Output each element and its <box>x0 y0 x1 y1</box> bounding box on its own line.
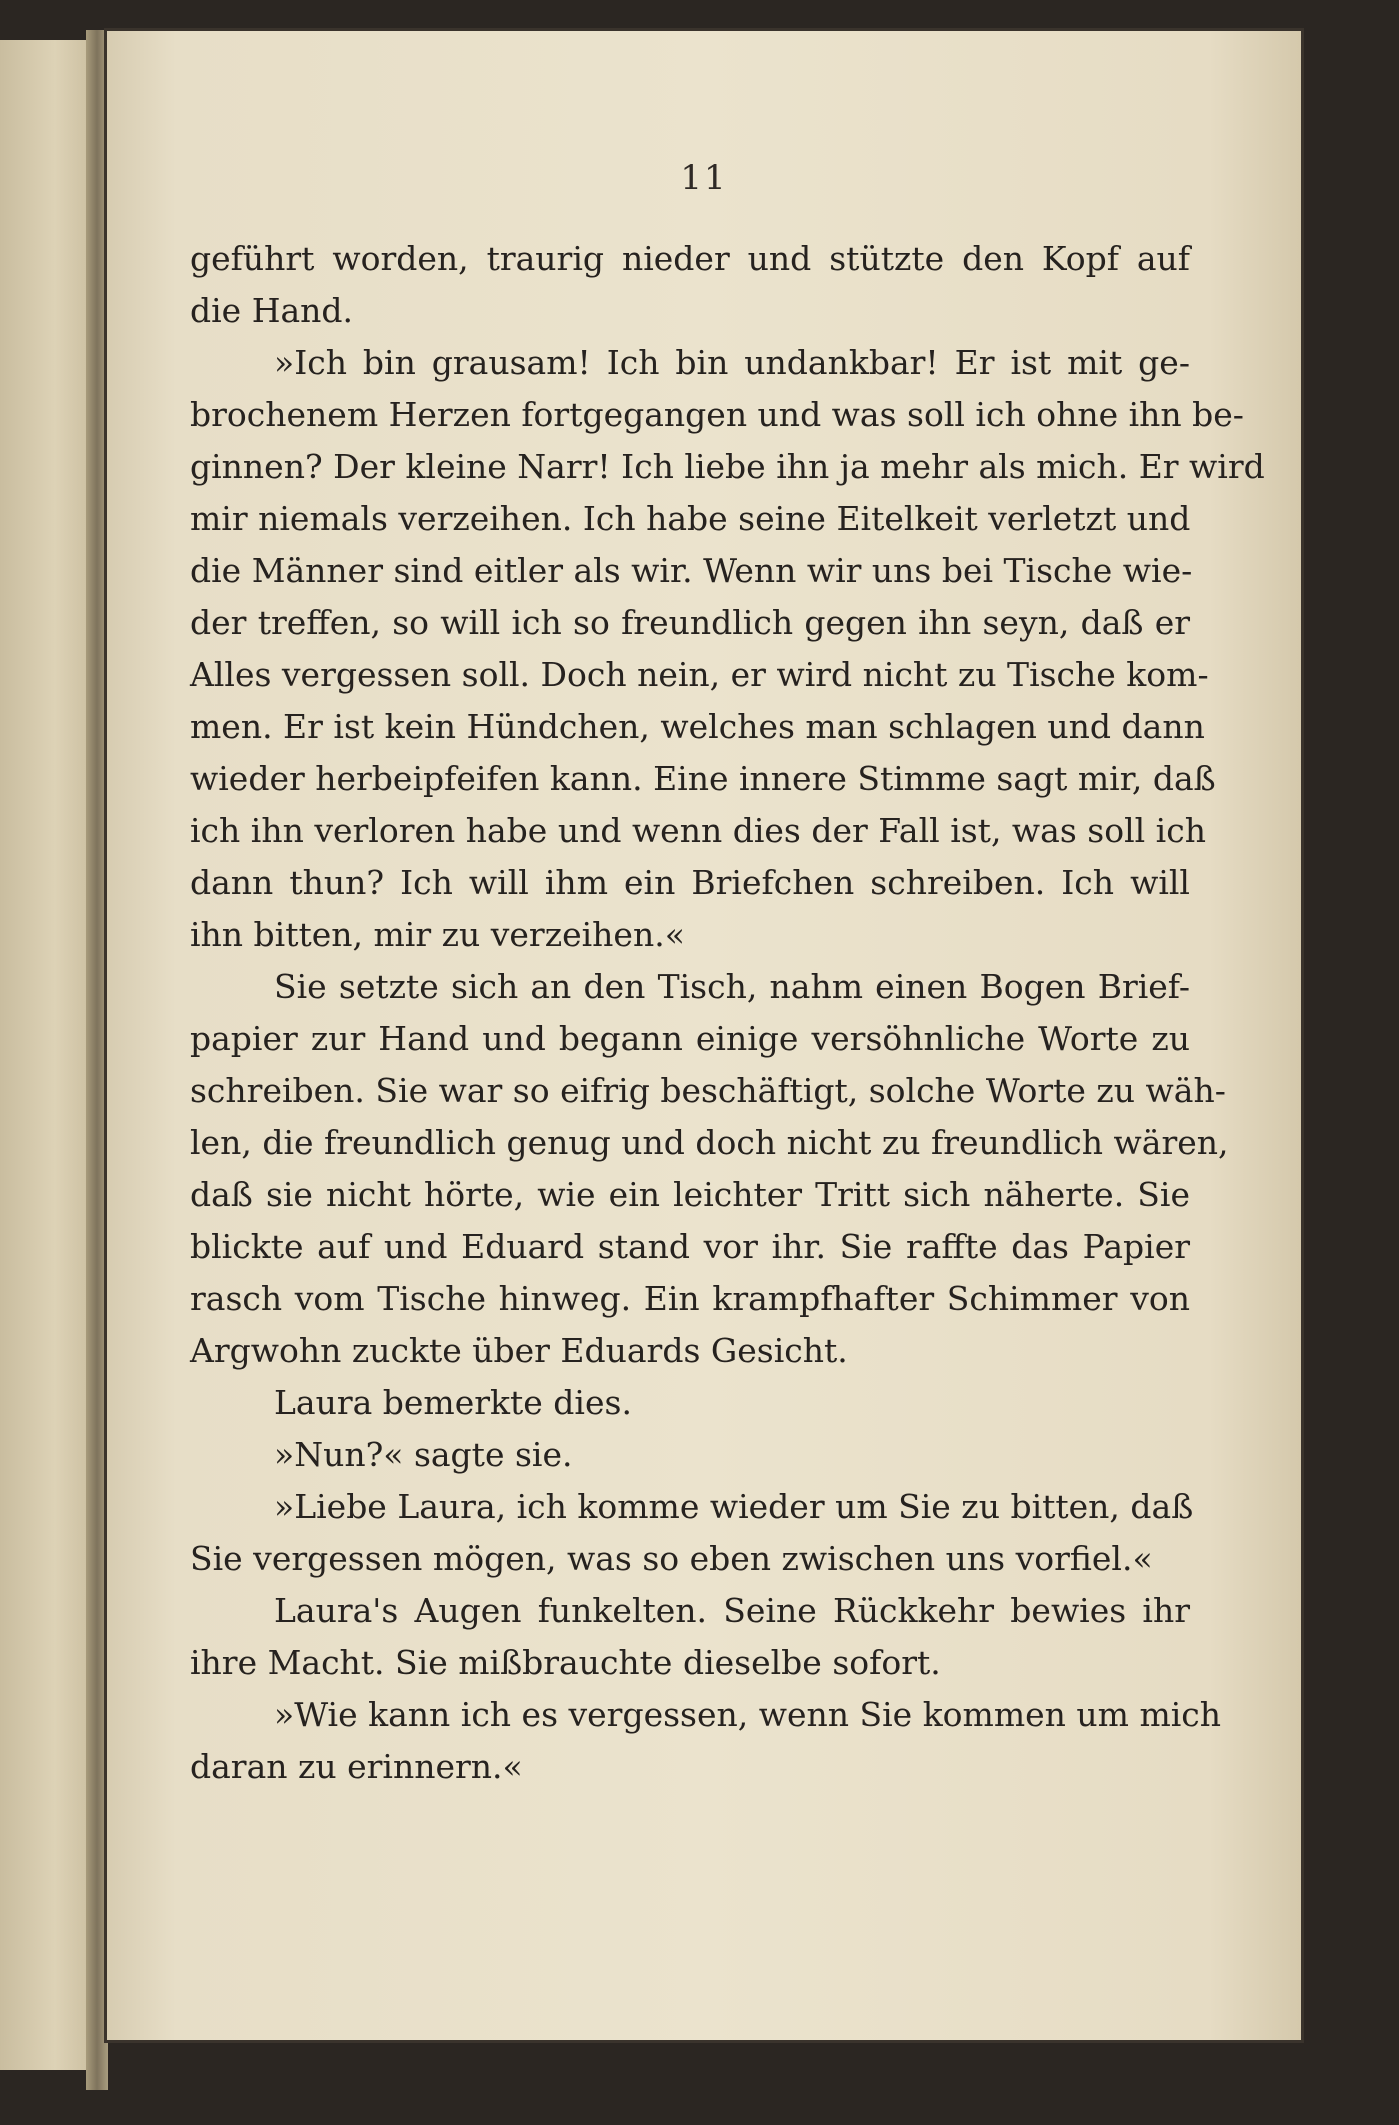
text-line: Sie setzte sich an den Tisch, nahm einen Bogen Brief- <box>274 967 1190 1006</box>
text-line: brochenem Herzen fortgegangen und was soll ich ohne ihn be- <box>190 395 1244 434</box>
text-line: Laura bemerkte dies. <box>274 1383 632 1422</box>
text-line: Argwohn zuckte über Eduards Gesicht. <box>190 1331 848 1370</box>
text-line: papier zur Hand und begann einige versöhnliche Worte zu <box>190 1019 1190 1058</box>
text-line: geführt worden, traurig nieder und stützte den Kopf auf <box>190 239 1190 278</box>
text-line: Alles vergessen soll. Doch nein, er wird nicht zu Tische kom- <box>190 655 1209 694</box>
text-line: mir niemals verzeihen. Ich habe seine Eitelkeit verletzt und <box>190 499 1191 538</box>
text-line: ihre Macht. Sie mißbrauchte dieselbe sofort. <box>190 1643 941 1682</box>
page-number: 11 <box>680 158 728 198</box>
text-line: len, die freundlich genug und doch nicht zu freundlich wären, <box>190 1123 1229 1162</box>
text-line: ihn bitten, mir zu verzeihen.« <box>190 915 685 954</box>
text-line: daß sie nicht hörte, wie ein leichter Tritt sich näherte. Sie <box>190 1175 1190 1214</box>
text-line: rasch vom Tische hinweg. Ein krampfhafter Schimmer von <box>190 1279 1190 1318</box>
text-line: »Nun?« sagte sie. <box>274 1435 573 1474</box>
text-line: ginnen? Der kleine Narr! Ich liebe ihn ja mehr als mich. Er wird <box>190 447 1265 486</box>
text-line: »Liebe Laura, ich komme wieder um Sie zu bitten, daß <box>274 1487 1194 1526</box>
text-line: men. Er ist kein Hündchen, welches man schlagen und dann <box>190 707 1205 746</box>
text-line: der treffen, so will ich so freundlich gegen ihn seyn, daß er <box>190 603 1190 642</box>
text-line: daran zu erinnern.« <box>190 1747 523 1786</box>
text-line: ich ihn verloren habe und wenn dies der Fall ist, was soll ich <box>190 811 1206 850</box>
text-line: Laura's Augen funkelten. Seine Rückkehr bewies ihr <box>274 1591 1190 1630</box>
text-line: blickte auf und Eduard stand vor ihr. Sie raffte das Papier <box>190 1227 1190 1266</box>
facing-page-edge <box>0 40 100 2070</box>
body-text <box>190 233 1265 1793</box>
text-line: dann thun? Ich will ihm ein Briefchen schreiben. Ich will <box>190 863 1190 902</box>
book-page <box>104 28 1304 2043</box>
text-line: Sie vergessen mögen, was so eben zwischen uns vorfiel.« <box>190 1539 1153 1578</box>
text-line: die Männer sind eitler als wir. Wenn wir uns bei Tische wie- <box>190 551 1193 590</box>
text-line: wieder herbeipfeifen kann. Eine innere Stimme sagt mir, daß <box>190 759 1216 798</box>
text-line: »Ich bin grausam! Ich bin undankbar! Er ist mit ge- <box>274 343 1190 382</box>
text-line: schreiben. Sie war so eifrig beschäftigt, solche Worte zu wäh- <box>190 1071 1226 1110</box>
text-line: »Wie kann ich es vergessen, wenn Sie kommen um mich <box>274 1695 1222 1734</box>
text-line: die Hand. <box>190 291 354 330</box>
